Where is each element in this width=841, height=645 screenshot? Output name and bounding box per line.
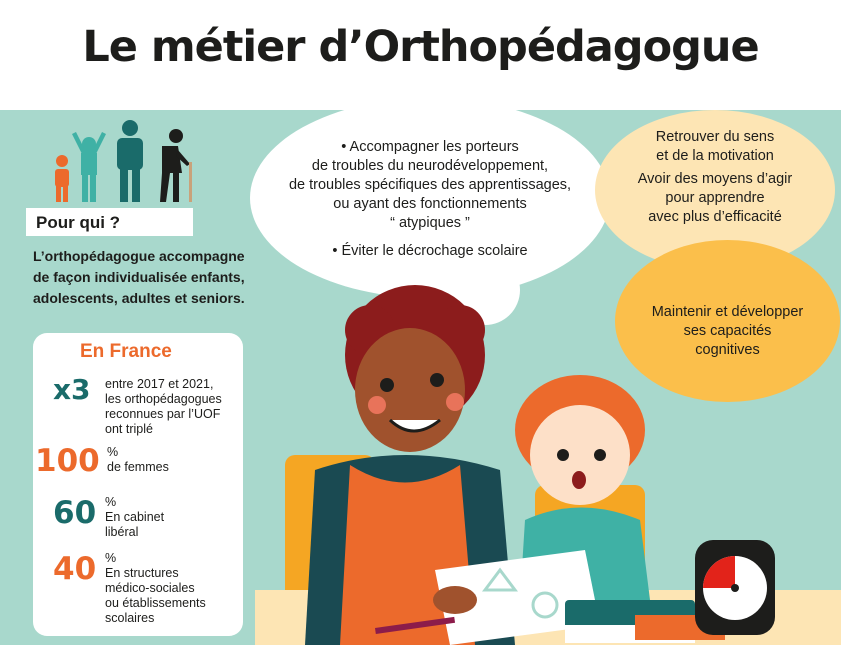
teacher-child-illustration [255, 270, 841, 645]
stat-description: entre 2017 et 2021, les orthopédagogues reconnues par l’UOF ont triplé [105, 377, 222, 436]
pour-qui-description: L’orthopédagogue accompagne de façon individualisée enfants, adolescents, adultes et seniors. [33, 248, 245, 306]
en-france-card [33, 333, 243, 636]
stat-description: % En structures médico-sociales ou établissements scolaires [105, 551, 206, 625]
page-title: Le métier d’Orthopédagogue [82, 22, 759, 72]
stat-description: % En cabinet libéral [105, 495, 165, 539]
people-icon [50, 118, 200, 206]
stat-description: % de femmes [107, 445, 169, 474]
en-france-heading: En France [80, 341, 172, 362]
speech-bubble-main-text: • Accompagner les porteurs de troubles du neurodéveloppement, de troubles spécifiques des apprentissages, ou ayant des fonctionnements “ atypiques ” • Éviter le décrochage scolaire [288, 139, 572, 259]
pour-qui-heading: Pour qui ? [26, 208, 193, 236]
stat-value: x3 [53, 373, 91, 406]
stat-value: 60 [53, 495, 97, 531]
stat-value: 40 [53, 551, 97, 587]
stat-value: 100 [35, 443, 100, 479]
speech-bubble-peach-text: Retrouver du sens et de la motivation Avoir des moyens d’agir pour apprendre avec plus d’efficacité [637, 129, 793, 225]
speech-bubble-orange-text: Maintenir et développer ses capacités cognitives [651, 304, 804, 358]
